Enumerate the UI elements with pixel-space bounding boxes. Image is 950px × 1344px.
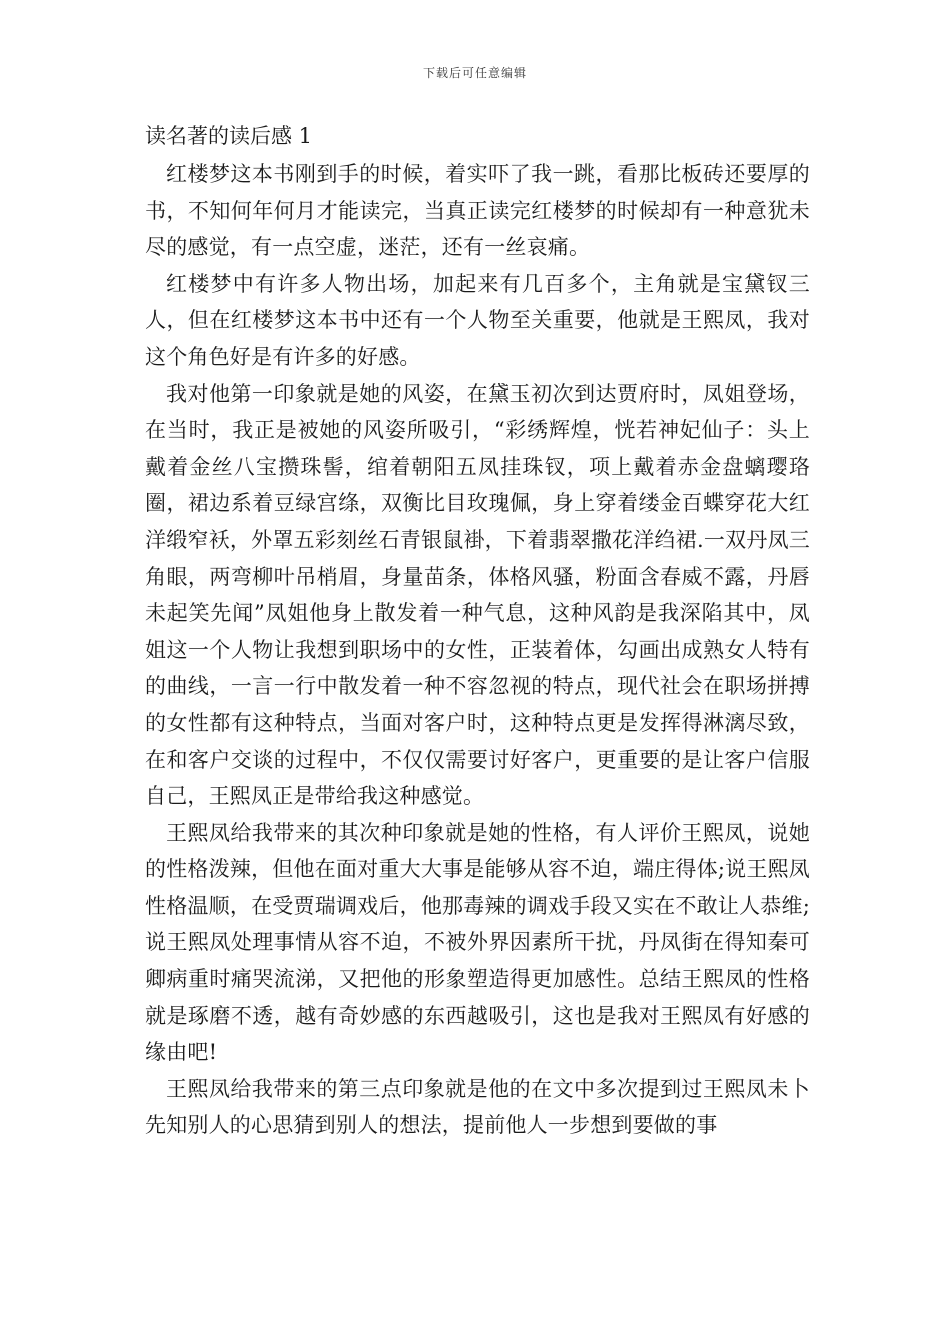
page-header-note: 下载后可任意编辑	[422, 66, 527, 80]
paragraph-4: 王熙凤给我带来的其次种印象就是她的性格，有人评价王熙凤，说她的性格泼辣，但他在面对重大大事是能够从容不迫，端庄得体;说王熙凤性格温顺，在受贾瑞调戏后，他那毒辣的调戏手段又实在不敢让人恭维;说王熙凤处理事情从容不迫，不被外界因素所干扰，丹凤街在得知秦可卿病重时痛哭流涕，又把他的形象塑造得更加感性。总结王熙凤的性格就是琢磨不透，越有奇妙感的东西越吸引，这也是我对王熙凤有好感的缘由吧!	[145, 820, 810, 1065]
document-body	[145, 118, 810, 1144]
paragraph-3: 我对他第一印象就是她的风姿，在黛玉初次到达贾府时，凤姐登场，在当时，我正是被她的风姿所吸引，“彩绣辉煌，恍若神妃仙子：头上戴着金丝八宝攒珠髻，绾着朝阳五凤挂珠钗，项上戴着赤金盘螭璎珞圈，裙边系着豆绿宫绦，双衡比目玫瑰佩，身上穿着缕金百蝶穿花大红洋缎窄袄，外罩五彩刻丝石青银鼠褂，下着翡翠撒花洋绉裙.一双丹凤三角眼，两弯柳叶吊梢眉，身量苗条，体格风骚，粉面含春威不露，丹唇未起笑先闻”凤姐他身上散发着一种气息，这种风韵是我深陷其中，凤姐这一个人物让我想到职场中的女性，正装着体，勾画出成熟女人特有的曲线，一言一行中散发着一种不容忽视的特点，现代社会在职场拼搏的女性都有这种特点，当面对客户时，这种特点更是发挥得淋漓尽致，在和客户交谈的过程中，不仅仅需要讨好客户，更重要的是让客户信服自己，王熙凤正是带给我这种感觉。	[145, 381, 810, 809]
paragraph-1: 红楼梦这本书刚到手的时候，着实吓了我一跳，看那比板砖还要厚的书，不知何年何月才能读完，当真正读完红楼梦的时候却有一种意犹未尽的感觉，有一点空虚，迷茫，还有一丝哀痛。	[145, 162, 810, 260]
document-title: 读名著的读后感 1	[145, 124, 313, 148]
paragraph-5: 王熙凤给我带来的第三点印象就是他的在文中多次提到过王熙凤未卜先知别人的心思猜到别人的想法，提前他人一步想到要做的事	[145, 1076, 810, 1138]
paragraph-2: 红楼梦中有许多人物出场，加起来有几百多个，主角就是宝黛钗三人，但在红楼梦这本书中还有一个人物至关重要，他就是王熙凤，我对这个角色好是有许多的好感。	[145, 271, 810, 369]
